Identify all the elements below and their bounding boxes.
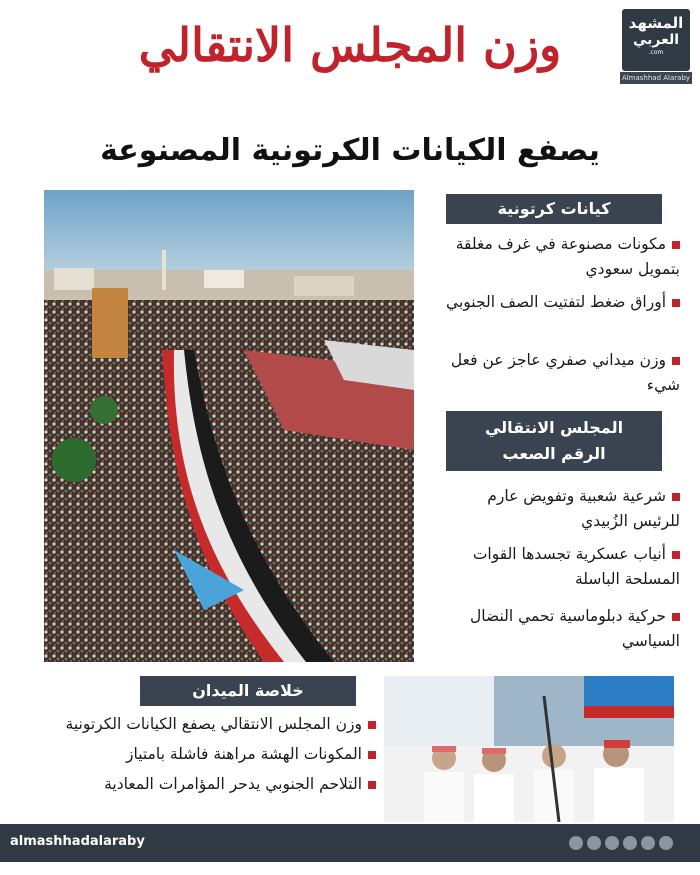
footer-bar xyxy=(0,824,700,862)
section-header-cardboard: كيانات كرتونية xyxy=(446,194,662,224)
bullet-icon xyxy=(368,721,376,729)
youtube-icon[interactable] xyxy=(569,836,583,850)
list-item: وزن المجلس الانتقالي يصفع الكيانات الكرتونية xyxy=(12,712,376,737)
section-header-council xyxy=(446,411,662,471)
footer-site[interactable]: almashhadalaraby xyxy=(10,834,145,849)
logo-text-line2: العربي xyxy=(632,32,680,48)
section-header-summary: خلاصة الميدان xyxy=(140,676,356,706)
list-item: التلاحم الجنوبي يدحر المؤامرات المعادية xyxy=(12,772,376,797)
list-item: أنياب عسكرية تجسدها القوات المسلحة الباسلة xyxy=(472,545,680,588)
page-title: وزن المجلس الانتقالي xyxy=(138,18,562,72)
section-header-line2: الرقم الصعب xyxy=(502,444,606,463)
telegram-icon[interactable] xyxy=(605,836,619,850)
section-header-line1: المجلس الانتقالي xyxy=(484,418,624,437)
bullet-icon xyxy=(672,493,680,501)
logo-domain: .com xyxy=(648,49,664,56)
bullet-icon xyxy=(672,551,680,559)
bullet-icon xyxy=(672,613,680,621)
facebook-icon[interactable] xyxy=(641,836,655,850)
bullet-icon xyxy=(672,357,680,365)
instagram-icon[interactable] xyxy=(587,836,601,850)
list-item: حركية دبلوماسية تحمي النضال السياسي xyxy=(470,607,680,650)
tiktok-icon[interactable] xyxy=(659,836,673,850)
bullet-icon xyxy=(672,241,680,249)
list-item: وزن ميداني صفري عاجز عن فعل شيء xyxy=(450,351,680,394)
crowd-photo xyxy=(44,190,414,662)
list-item: مكونات مصنوعة في غرف مغلقة بتمويل سعودي xyxy=(455,235,680,278)
rally-photo xyxy=(384,676,674,822)
logo-text-line1: المشهد xyxy=(628,14,684,32)
bullet-icon xyxy=(368,781,376,789)
bullet-icon xyxy=(672,299,680,307)
page-subtitle: يصفع الكيانات الكرتونية المصنوعة xyxy=(100,133,600,168)
logo-english: Almashhad Alaraby xyxy=(621,74,691,82)
list-item: المكونات الهشة مراهنة فاشلة بامتياز xyxy=(12,742,376,767)
x-icon[interactable] xyxy=(623,836,637,850)
list-item: شرعية شعبية وتفويض عارم للرئيس الزُبيدي xyxy=(487,487,680,530)
bullet-icon xyxy=(368,751,376,759)
list-item: أوراق ضغط لتفتيت الصف الجنوبي xyxy=(438,290,680,315)
